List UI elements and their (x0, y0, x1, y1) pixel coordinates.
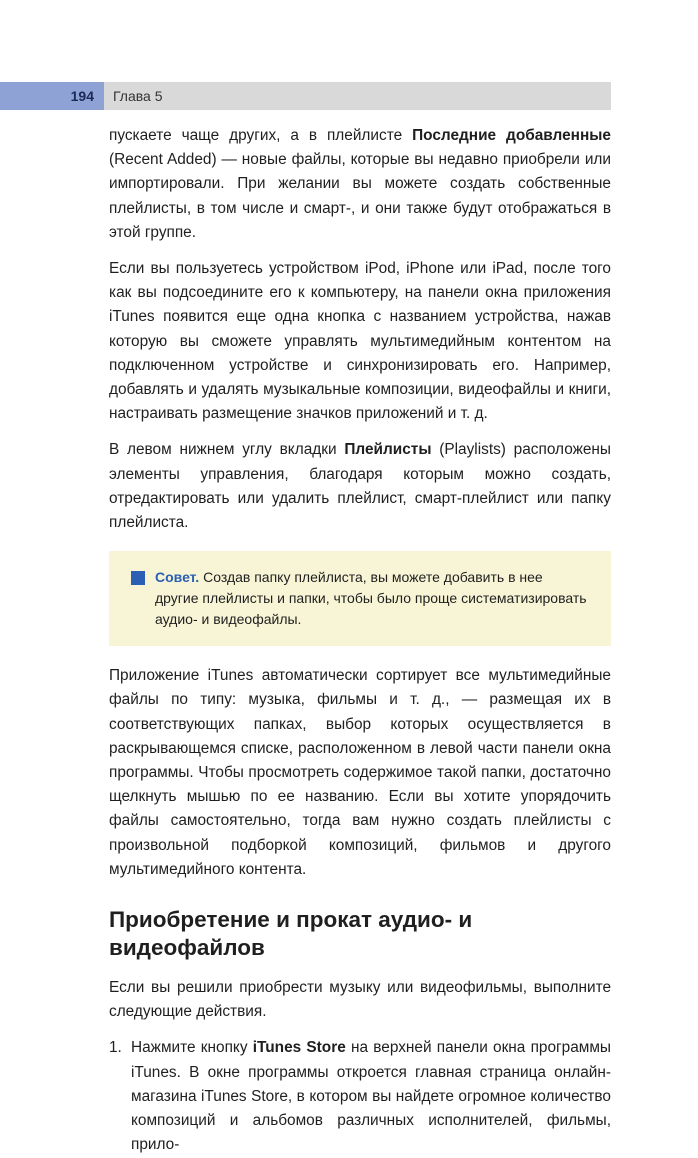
paragraph-text: пускаете чаще других, а в плейлисте (109, 127, 413, 144)
bold-term: Последние добавленные (412, 127, 611, 144)
paragraph-text: (Playlists) расположены элементы управления, благодаря которым можно создать, отредактировать или удалить плейлист, смарт-плейлист или папку плейлиста. (109, 441, 611, 532)
list-text-part: на верхней панели окна программы iTunes. В окне программы откроется главная страница онлайн-магазина iTunes Store, в котором вы найдете огромное количество композиций и альбомов различных исполнителей, фильмы, прило- (131, 1039, 611, 1154)
list-text (131, 1036, 611, 1157)
bold-term: iTunes Store (252, 1039, 346, 1057)
list-item (109, 1036, 611, 1157)
paragraph-2: Если вы пользуетесь устройством iPod, iPhone или iPad, после того как вы подсоедините его к компьютеру, на панели окна приложения iTunes появится еще одна кнопка с названием устройства, нажав которую вы сможете управлять мультимедийным контентом на подключенном устройстве и синхронизировать его. Например, добавлять и удалять музыкальные композиции, видеофайлы и книги, настраивать размещение значков приложений и т. д. (109, 260, 611, 423)
list-number: 1. (109, 1039, 122, 1057)
chapter-title: Глава 5 (104, 82, 611, 110)
bold-term: Плейлисты (344, 441, 432, 459)
paragraph-3 (109, 438, 611, 535)
page-number: 194 (0, 82, 104, 110)
tip-content (131, 567, 589, 630)
paragraph-1 (109, 124, 611, 245)
paragraph-4: Приложение iTunes автоматически сортирует все мультимедийные файлы по типу: музыка, фильмы и т. д., — размещая их в соответствующих папках, выбор которых осуществляется в раскрывающемся списке, расположенном в левой части панели окна программы. Чтобы просмотреть содержимое такой папки, достаточно щелкнуть мышью по ее названию. Если вы хотите упорядочить файлы самостоятельно, тогда вам нужно создать плейлисты с произвольной подборкой композиций, фильмов и другого мультимедийного контента. (109, 667, 611, 878)
running-header (0, 82, 611, 110)
tip-box (109, 551, 611, 646)
tip-marker-icon (131, 571, 145, 585)
section-heading: Приобретение и прокат аудио- и видеофайлов (109, 907, 473, 961)
paragraph-text: В левом нижнем углу вкладки (109, 441, 345, 459)
tip-text: Создав папку плейлиста, вы можете добавить в нее другие плейлисты и папки, чтобы было проще систематизировать аудио- и видеофайлы. (155, 569, 587, 628)
tip-label: Совет. (155, 569, 200, 586)
list-text-part: Нажмите кнопку (131, 1039, 253, 1057)
page-body (109, 124, 611, 1158)
section-intro: Если вы решили приобрести музыку или видеофильмы, выполните следующие действия. (109, 979, 611, 1021)
paragraph-text: (Recent Added) — новые файлы, которые вы недавно приобрели или импортировали. При желании вы можете создать собственные плейлисты, в том числе и смарт-, и они также будут отображаться в этой группе. (109, 151, 611, 241)
